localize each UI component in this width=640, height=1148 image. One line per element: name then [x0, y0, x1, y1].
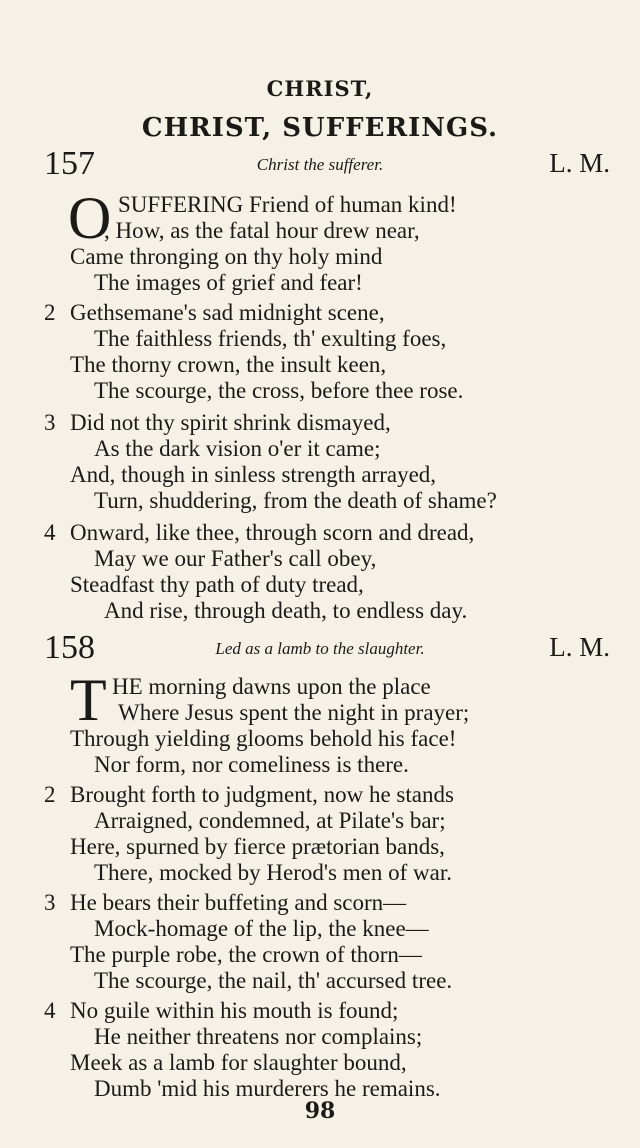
verse-line: Arraigned, condemned, at Pilate's bar;	[94, 808, 446, 833]
verse-number: 3	[44, 410, 56, 435]
hymn-number: 158	[44, 629, 95, 666]
drop-cap: T	[70, 667, 107, 733]
verse-line: No guile within his mouth is found;	[70, 998, 399, 1023]
verse-number: 3	[44, 890, 56, 915]
verse-number: 2	[44, 782, 56, 807]
verse-line: There, mocked by Herod's men of war.	[94, 860, 452, 885]
verse-line: The thorny crown, the insult keen,	[70, 352, 387, 377]
hymn-meter: L. M.	[549, 632, 610, 662]
verse-line: The faithless friends, th' exulting foes,	[94, 326, 447, 351]
verse-line: , How, as the fatal hour drew near,	[104, 218, 420, 243]
verse-line: Came thronging on thy holy mind	[70, 244, 383, 269]
hymn-158-header	[0, 628, 640, 668]
verse-line: And, though in sinless strength arrayed,	[70, 462, 437, 487]
verse-line: Mock-homage of the lip, the knee—	[94, 916, 429, 941]
verse-line: Turn, shuddering, from the death of shame?	[94, 488, 497, 513]
verse-line: The images of grief and fear!	[94, 270, 363, 295]
verse-line: Dumb 'mid his murderers he remains.	[94, 1076, 441, 1101]
drop-cap: O	[68, 185, 112, 251]
hymn-meter: L. M.	[549, 148, 610, 178]
verse-line: May we our Father's call obey,	[94, 546, 377, 571]
hymn-subtitle: Christ the sufferer.	[256, 155, 384, 174]
verse-line: Through yielding glooms behold his face!	[70, 726, 457, 751]
verse-line: The scourge, the cross, before thee rose.	[94, 378, 464, 403]
hymn-subtitle: Led as a lamb to the slaughter.	[215, 639, 425, 658]
running-head: CHRIST,	[266, 76, 374, 101]
verse-line: Brought forth to judgment, now he stands	[70, 782, 454, 807]
verse-line: Gethsemane's sad midnight scene,	[70, 300, 385, 325]
verse-line: He neither threatens nor complains;	[94, 1024, 423, 1049]
verse-line: Onward, like thee, through scorn and dread,	[70, 520, 475, 545]
page-number: 98	[304, 1098, 336, 1124]
verse-line: He bears their buffeting and scorn—	[70, 890, 407, 915]
verse-line: Nor form, nor comeliness is there.	[94, 752, 409, 777]
verse-line: The purple robe, the crown of thorn—	[70, 942, 422, 967]
verse-number: 4	[44, 520, 56, 545]
verse-number: 2	[44, 300, 56, 325]
verse-line: Where Jesus spent the night in prayer;	[118, 700, 470, 725]
verse-line: Here, spurned by fierce prætorian bands,	[70, 834, 445, 859]
verse-line: As the dark vision o'er it came;	[94, 436, 381, 461]
verse-line: HE morning dawns upon the place	[112, 674, 431, 699]
verse-line: Steadfast thy path of duty tread,	[70, 572, 364, 597]
verse-line: Meek as a lamb for slaughter bound,	[70, 1050, 407, 1075]
verse-line: The scourge, the nail, th' accursed tree.	[94, 968, 453, 993]
verse-line: And rise, through death, to endless day.	[104, 598, 468, 623]
hymn-157-header	[0, 144, 640, 184]
verse-line: SUFFERING Friend of human kind!	[118, 192, 457, 217]
verse-line: Did not thy spirit shrink dismayed,	[70, 410, 391, 435]
section-title: CHRIST, SUFFERINGS.	[141, 113, 499, 143]
verse-number: 4	[44, 998, 56, 1023]
hymn-number: 157	[44, 145, 95, 182]
